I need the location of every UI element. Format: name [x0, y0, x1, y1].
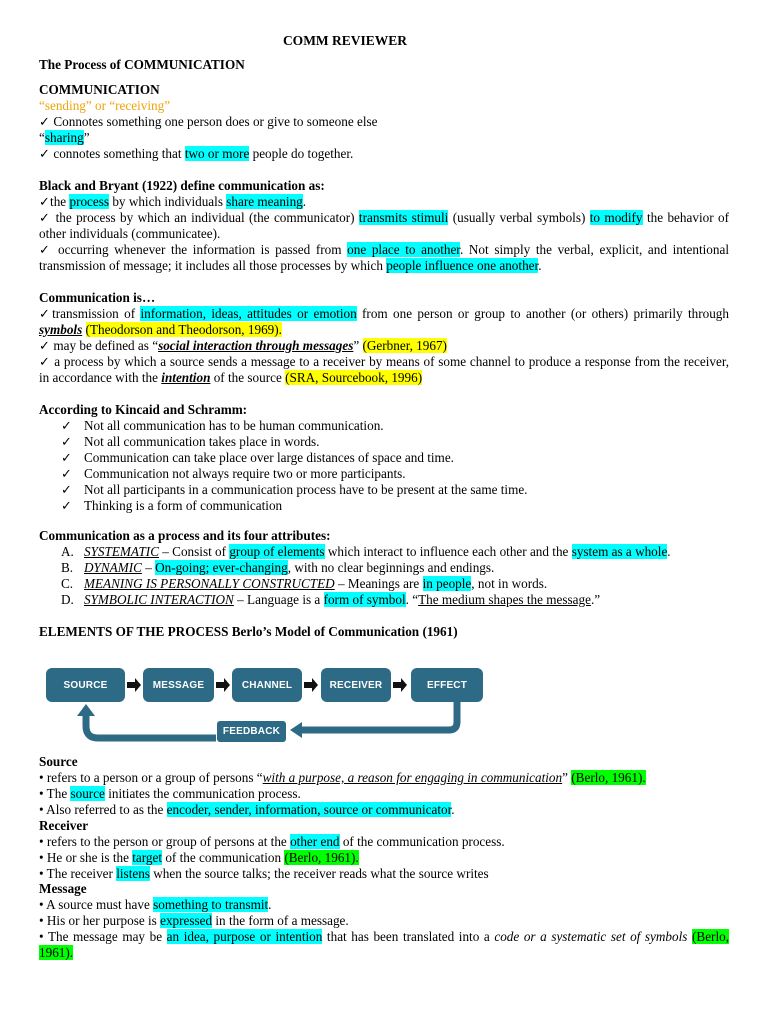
- attribute-a: A. SYSTEMATIC – Consist of group of elements which interact to influence each other and the system as a whole.: [61, 544, 671, 559]
- communication-line-1: ✓ Connotes something one person does or give to someone else: [39, 114, 378, 129]
- receiver-heading: Receiver: [39, 818, 89, 833]
- list-item: ✓ Not all communication has to be human communication.: [61, 418, 384, 433]
- source-section: [39, 754, 729, 818]
- arrow-right-icon: [393, 678, 407, 692]
- citation-berlo: (Berlo, 1961).: [571, 770, 646, 785]
- document-title: COMM REVIEWER: [282, 33, 408, 48]
- highlight-share-meaning: share meaning: [226, 194, 303, 209]
- attributes-section: [39, 528, 729, 608]
- list-item: ✓ Not all communication takes place in words.: [61, 434, 320, 449]
- arrow-right-icon: [304, 678, 318, 692]
- communication-is-section: [39, 290, 729, 386]
- source-line-3: • Also referred to as the encoder, sender, information, source or communicator.: [39, 802, 455, 817]
- check-icon: ✓: [61, 466, 73, 481]
- communication-subtitle: “sending” or “receiving”: [39, 98, 171, 113]
- receiver-line-2: • He or she is the target of the communication (Berlo, 1961).: [39, 850, 359, 865]
- source-line-1: • refers to a person or a group of persons “with a purpose, a reason for engaging in communication” (Berlo, 1961).: [39, 770, 646, 785]
- check-icon: ✓: [61, 450, 73, 465]
- communication-is-line-2: ✓ may be defined as “social interaction through messages” (Gerbner, 1967): [39, 338, 447, 353]
- check-icon: ✓: [61, 434, 73, 449]
- social-interaction-term: social interaction through messages: [158, 338, 354, 353]
- communication-is-heading: Communication is…: [39, 290, 156, 305]
- highlight-transmits-stimuli: transmits stimuli: [358, 210, 449, 225]
- black-bryant-line-2: ✓ the process by which an individual (the communicator) transmits stimuli (usually verbal symbols) to modify the behavior of other individuals (communicatee).: [39, 210, 729, 241]
- citation-berlo: (Berlo, 1961).: [284, 850, 359, 865]
- attributes-heading: Communication as a process and its four attributes:: [39, 528, 331, 543]
- arrow-left-icon: [290, 722, 302, 738]
- communication-line-3: ✓ connotes something that two or more people do together.: [39, 146, 354, 161]
- highlight-information-ideas: information, ideas, attitudes or emotion: [140, 306, 357, 321]
- receiver-line-3: • The receiver listens when the source talks; the receiver reads what the source writes: [39, 866, 489, 881]
- black-bryant-line-1: ✓the process by which individuals share meaning.: [39, 194, 307, 209]
- message-line-1: • A source must have something to transmit.: [39, 897, 272, 912]
- citation-theodorson: (Theodorson and Theodorson, 1969).: [85, 322, 282, 337]
- check-icon: ✓: [61, 482, 73, 497]
- attribute-b: B. DYNAMIC – On-going; ever-changing, with no clear beginnings and endings.: [61, 560, 495, 575]
- communication-is-line-3: ✓ a process by which a source sends a message to a receiver by means of some channel to produce a response from the receiver, in accordance with the intention of the source (SRA, Sourcebook, 1996): [39, 354, 729, 385]
- receiver-section: [39, 818, 729, 882]
- attribute-c: C. MEANING IS PERSONALLY CONSTRUCTED – Meanings are in people, not in words.: [61, 576, 548, 591]
- elements-heading: ELEMENTS OF THE PROCESS Berlo’s Model of Communication (1961): [39, 624, 458, 639]
- communication-section: [39, 82, 729, 162]
- berlo-model-diagram: [44, 664, 489, 746]
- list-item: ✓ Communication not always require two or more participants.: [61, 466, 406, 481]
- effect-box: EFFECT: [411, 668, 483, 702]
- source-box: SOURCE: [46, 668, 125, 702]
- symbols-term: symbols: [39, 322, 83, 337]
- arrow-right-icon: [216, 678, 230, 692]
- list-item: ✓ Thinking is a form of communication: [61, 498, 283, 513]
- message-line-3: • The message may be an idea, purpose or intention that has been translated into a code or a systematic set of symbols (Berlo, 1961).: [39, 929, 730, 960]
- message-heading: Message: [39, 881, 87, 896]
- black-bryant-section: [39, 178, 729, 274]
- list-item: ✓ Communication can take place over large distances of space and time.: [61, 450, 454, 465]
- check-icon: ✓: [61, 418, 73, 433]
- receiver-line-1: • refers to the person or group of persons at the other end of the communication process.: [39, 834, 505, 849]
- kincaid-schramm-section: [39, 402, 729, 514]
- highlight-one-place: one place to another: [347, 242, 460, 257]
- highlight-people-influence: people influence one another: [386, 258, 539, 273]
- communication-heading: COMMUNICATION: [39, 82, 160, 97]
- check-icon: ✓: [61, 498, 73, 513]
- process-heading: The Process of COMMUNICATION: [39, 57, 245, 72]
- attribute-d: D. SYMBOLIC INTERACTION – Language is a form of symbol. “The medium shapes the message.”: [61, 592, 601, 607]
- highlight-to-modify: to modify: [589, 210, 643, 225]
- list-item: ✓ Not all participants in a communication process have to be present at the same time.: [61, 482, 528, 497]
- black-bryant-heading: Black and Bryant (1922) define communication as:: [39, 178, 325, 193]
- intention-term: intention: [161, 370, 211, 385]
- citation-gerbner: (Gerbner, 1967): [362, 338, 447, 353]
- communication-line-2: “sharing”: [39, 130, 90, 145]
- message-line-2: • His or her purpose is expressed in the form of a message.: [39, 913, 349, 928]
- message-section: [39, 881, 729, 961]
- highlight-two-or-more: two or more: [184, 146, 250, 161]
- channel-box: CHANNEL: [232, 668, 302, 702]
- message-box: MESSAGE: [143, 668, 214, 702]
- citation-sra: (SRA, Sourcebook, 1996): [285, 370, 423, 385]
- effect-to-feedback-arrow: [302, 702, 457, 730]
- receiver-box: RECEIVER: [321, 668, 391, 702]
- kincaid-schramm-heading: According to Kincaid and Schramm:: [39, 402, 248, 417]
- highlight-sharing: sharing: [44, 130, 84, 145]
- highlight-process: process: [69, 194, 110, 209]
- citation-berlo: (Berlo, 1961).: [39, 929, 730, 960]
- feedback-box: FEEDBACK: [217, 721, 286, 742]
- black-bryant-line-3: ✓ occurring whenever the information is passed from one place to another. Not simply the verbal, explicit, and intentional transmission of message; it includes all those processes by which people influence one another.: [39, 242, 730, 273]
- communication-is-line-1: ✓transmission of information, ideas, attitudes or emotion from one person or group to another (or others) primarily through symbols (Theodorson and Theodorson, 1969).: [39, 306, 729, 337]
- source-line-2: • The source initiates the communication process.: [39, 786, 301, 801]
- feedback-to-source-arrow: [86, 714, 216, 738]
- arrow-right-icon: [127, 678, 141, 692]
- source-heading: Source: [39, 754, 78, 769]
- arrow-up-icon: [77, 704, 95, 716]
